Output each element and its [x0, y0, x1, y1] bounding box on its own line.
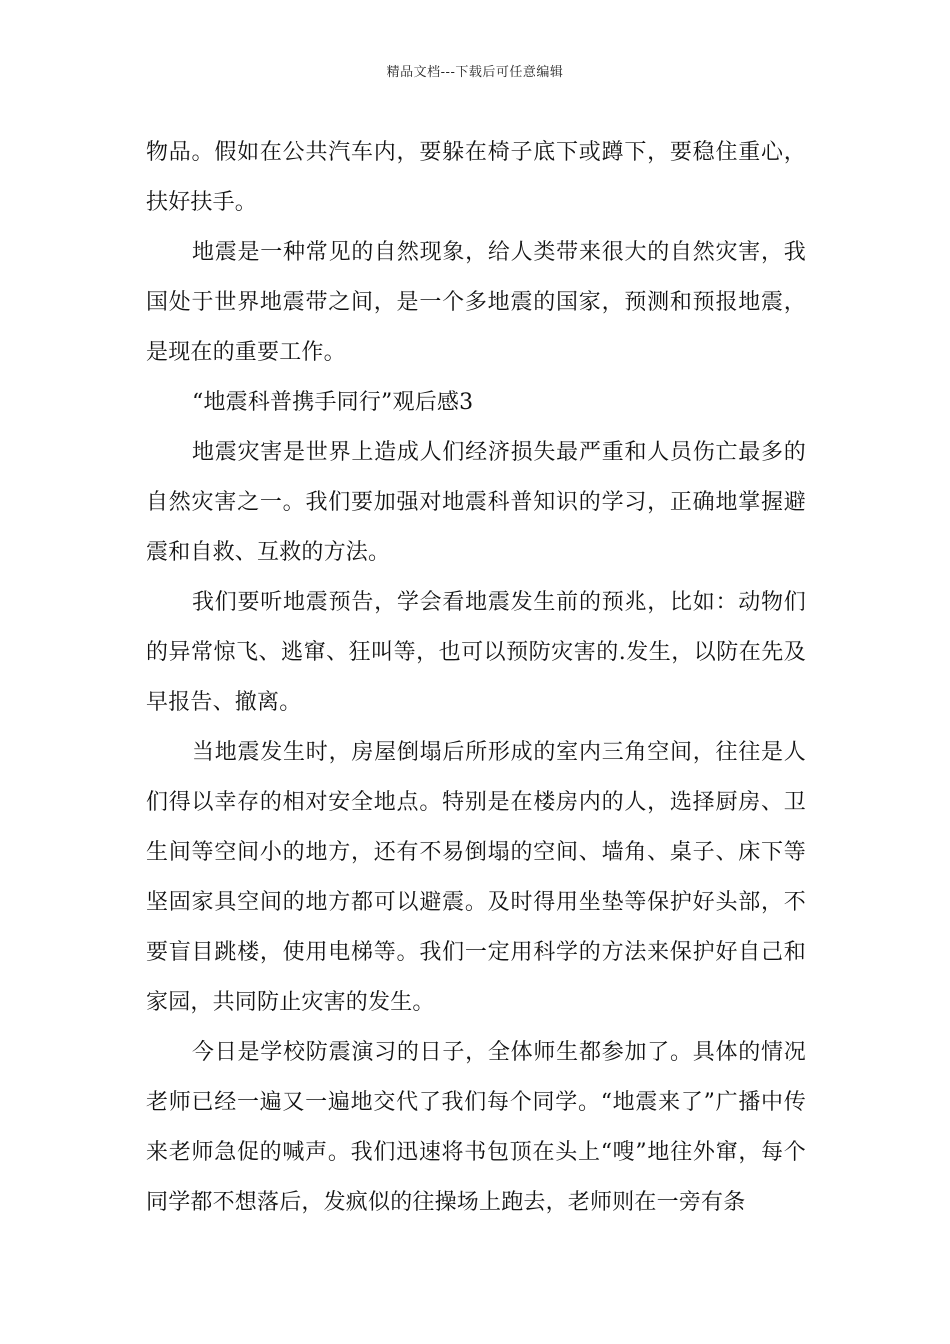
page-header: 精品文档---下载后可任意编辑 — [386, 65, 564, 80]
paragraph-2: 地震是一种常见的自然现象，给人类带来很大的自然灾害，我国处于世界地震带之间，是一个多地震的国家，预测和预报地震，是现在的重要工作。 — [146, 240, 806, 365]
paragraph-1: 物品。假如在公共汽车内，要躲在椅子底下或蹲下，要稳住重心，扶好扶手。 — [146, 140, 806, 215]
document-body — [146, 128, 806, 1228]
paragraph-4: 我们要听地震预告，学会看地震发生前的预兆，比如：动物们的异常惊飞、逃窜、狂叫等，也可以预防灾害的.发生，以防在先及早报告、撤离。 — [146, 590, 806, 715]
paragraph-3: 地震灾害是世界上造成人们经济损失最严重和人员伤亡最多的自然灾害之一。我们要加强对地震科普知识的学习，正确地掌握避震和自救、互救的方法。 — [146, 440, 806, 565]
paragraph-6: 今日是学校防震演习的日子，全体师生都参加了。具体的情况老师已经一遍又一遍地交代了我们每个同学。“地震来了”广播中传来老师急促的喊声。我们迅速将书包顶在头上“嗖”地往外窜，每个同学都不想落后，发疯似的往操场上跑去，老师则在一旁有条 — [146, 1040, 806, 1215]
section-heading-3: “地震科普携手同行”观后感3 — [192, 390, 474, 415]
paragraph-5: 当地震发生时，房屋倒塌后所形成的室内三角空间，往往是人们得以幸存的相对安全地点。特别是在楼房内的人，选择厨房、卫生间等空间小的地方，还有不易倒塌的空间、墙角、桌子、床下等坚固家具空间的地方都可以避震。及时得用坐垫等保护好头部，不要盲目跳楼，使用电梯等。我们一定用科学的方法来保护好自己和家园，共同防止灾害的发生。 — [146, 740, 806, 1015]
